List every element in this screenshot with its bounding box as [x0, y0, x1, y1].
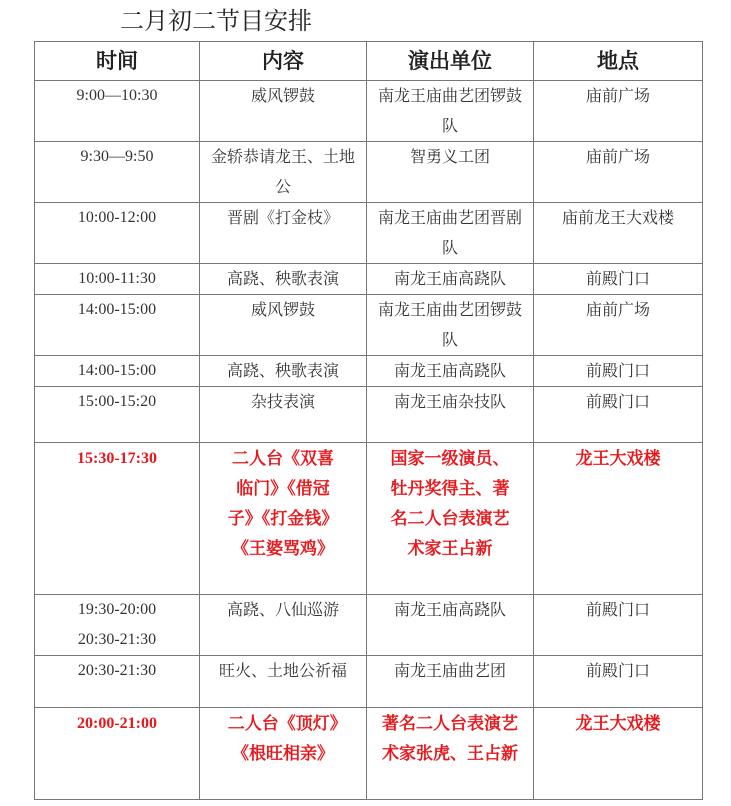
- unit-cell: 智勇义工团: [367, 142, 534, 203]
- content-cell: 旺火、土地公祈福: [200, 656, 367, 708]
- page-title: 二月初二节目安排: [120, 7, 312, 35]
- place-cell: 庙前广场: [534, 81, 703, 142]
- unit-cell: 南龙王庙高跷队: [367, 356, 534, 387]
- place-cell: 前殿门口: [534, 387, 703, 443]
- place-cell: 前殿门口: [534, 356, 703, 387]
- place-cell: 龙王大戏楼: [534, 708, 703, 800]
- table-row: [35, 264, 703, 295]
- time-cell: 9:30—9:50: [35, 142, 200, 203]
- unit-cell: 南龙王庙曲艺团晋剧队: [367, 203, 534, 264]
- content-cell: 晋剧《打金枝》: [200, 203, 367, 264]
- table-row-highlight: [35, 708, 703, 800]
- content-cell: 二人台《顶灯》《根旺相亲》: [200, 708, 367, 800]
- table-row: [35, 656, 703, 708]
- content-cell: 高跷、秧歌表演: [200, 356, 367, 387]
- table-row: [35, 387, 703, 443]
- header-time: 时间: [35, 42, 200, 81]
- unit-cell: 南龙王庙杂技队: [367, 387, 534, 443]
- place-cell: 庙前广场: [534, 295, 703, 356]
- unit-cell: 南龙王庙高跷队: [367, 264, 534, 295]
- time-cell: 10:00-12:00: [35, 203, 200, 264]
- unit-cell: 南龙王庙曲艺团: [367, 656, 534, 708]
- unit-cell: 国家一级演员、牡丹奖得主、著名二人台表演艺术家王占新: [367, 443, 534, 595]
- place-cell: 庙前龙王大戏楼: [534, 203, 703, 264]
- table-row: [35, 356, 703, 387]
- time-cell: 20:00-21:00: [35, 708, 200, 800]
- time-cell: 10:00-11:30: [35, 264, 200, 295]
- time-cell: 9:00—10:30: [35, 81, 200, 142]
- table-row-highlight: [35, 443, 703, 595]
- table-row: [35, 295, 703, 356]
- content-cell: 金轿恭请龙王、土地公: [200, 142, 367, 203]
- time-cell: 20:30-21:30: [35, 656, 200, 708]
- content-cell: 杂技表演: [200, 387, 367, 443]
- table-row: [35, 142, 703, 203]
- place-cell: 前殿门口: [534, 595, 703, 656]
- header-row: [35, 42, 703, 81]
- table-row: [35, 595, 703, 656]
- content-cell: 威风锣鼓: [200, 81, 367, 142]
- unit-cell: 南龙王庙曲艺团锣鼓队: [367, 295, 534, 356]
- unit-cell: 著名二人台表演艺术家张虎、王占新: [367, 708, 534, 800]
- time-cell: 14:00-15:00: [35, 356, 200, 387]
- schedule-table: [34, 41, 703, 800]
- content-cell: 二人台《双喜临门》《借冠子》《打金钱》《王婆骂鸡》: [200, 443, 367, 595]
- unit-cell: 南龙王庙曲艺团锣鼓队: [367, 81, 534, 142]
- time-cell: 15:00-15:20: [35, 387, 200, 443]
- place-cell: 前殿门口: [534, 264, 703, 295]
- place-cell: 庙前广场: [534, 142, 703, 203]
- time-line: 20:30-21:30: [77, 631, 157, 648]
- time-cell: 14:00-15:00: [35, 295, 200, 356]
- content-cell: 威风锣鼓: [200, 295, 367, 356]
- header-place: 地点: [534, 42, 703, 81]
- time-cell: [35, 595, 200, 656]
- place-cell: 前殿门口: [534, 656, 703, 708]
- table-row: [35, 81, 703, 142]
- header-content: 内容: [200, 42, 367, 81]
- header-unit: 演出单位: [367, 42, 534, 81]
- time-line: 19:30-20:00: [77, 601, 157, 618]
- content-cell: 高跷、秧歌表演: [200, 264, 367, 295]
- place-cell: 龙王大戏楼: [534, 443, 703, 595]
- content-cell: 高跷、八仙巡游: [200, 595, 367, 656]
- table-row: [35, 203, 703, 264]
- unit-cell: 南龙王庙高跷队: [367, 595, 534, 656]
- time-cell: 15:30-17:30: [35, 443, 200, 595]
